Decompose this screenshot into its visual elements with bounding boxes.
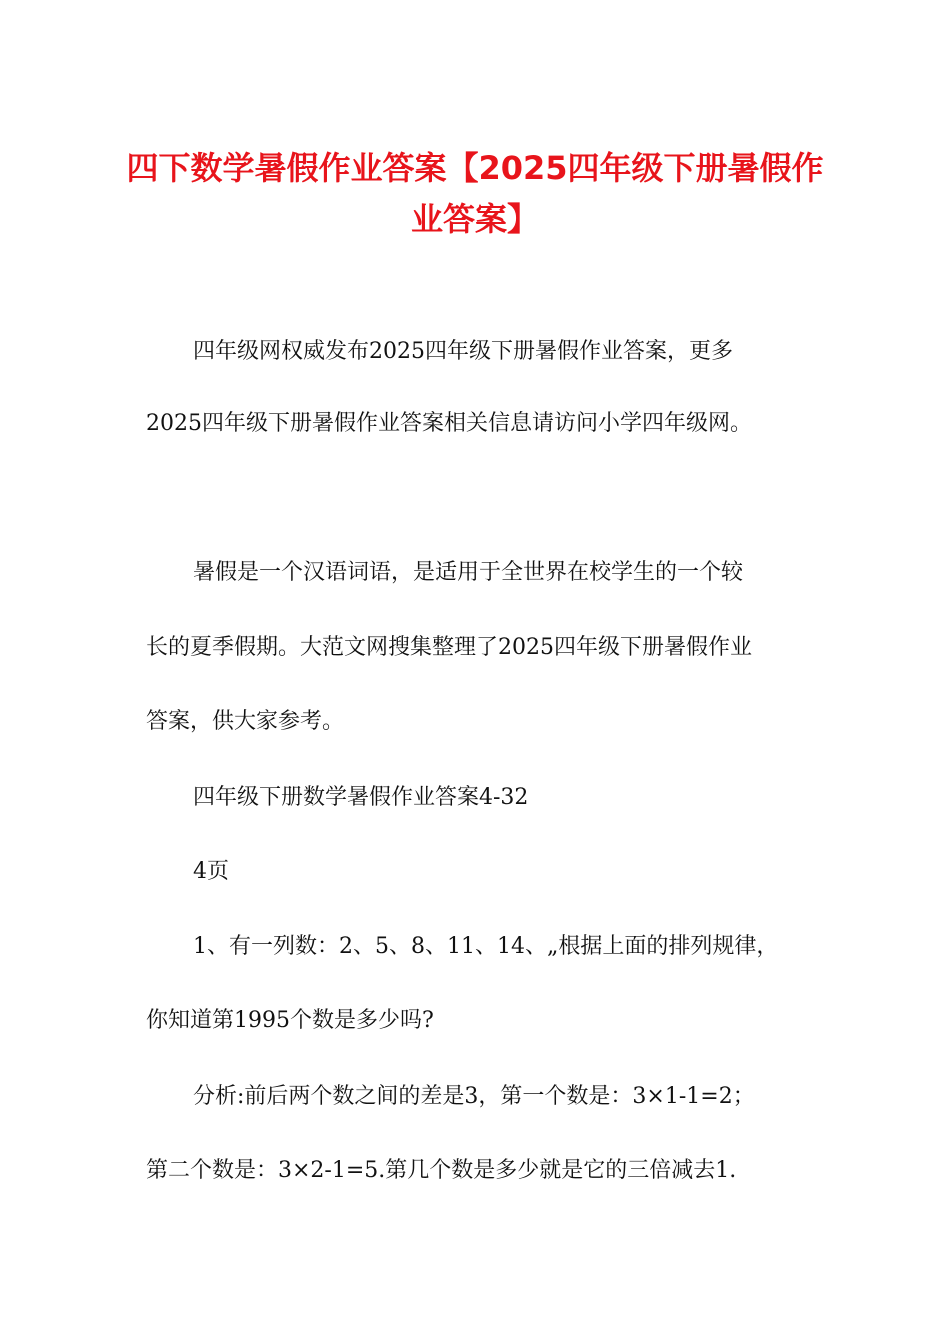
analysis-line: 分析:前后两个数之间的差是3，第一个数是：3×1-1=2； [193, 1084, 755, 1109]
page-label: 4页 [193, 859, 229, 884]
analysis-line: 第二个数是：3×2-1=5.第几个数是多少就是它的三倍减去1. [146, 1158, 737, 1183]
paragraph-line: 长的夏季假期。大范文网搜集整理了2025四年级下册暑假作业 [146, 635, 752, 660]
document-title: 四下数学暑假作业答案【2025四年级下册暑假作业答案】 [126, 149, 824, 238]
section-heading: 四年级下册数学暑假作业答案4-32 [193, 785, 529, 810]
paragraph-line: 暑假是一个汉语词语，是适用于全世界在校学生的一个较 [193, 560, 744, 585]
question-line: 你知道第1995个数是多少吗? [146, 1008, 434, 1033]
question-line: 1、有一列数：2、5、8、11、14、„根据上面的排列规律， [193, 934, 779, 959]
paragraph-line: 答案，供大家参考。 [146, 709, 345, 734]
paragraph-line: 2025四年级下册暑假作业答案相关信息请访问小学四年级网。 [146, 411, 752, 436]
paragraph-line: 四年级网权威发布2025四年级下册暑假作业答案，更多 [193, 339, 733, 364]
